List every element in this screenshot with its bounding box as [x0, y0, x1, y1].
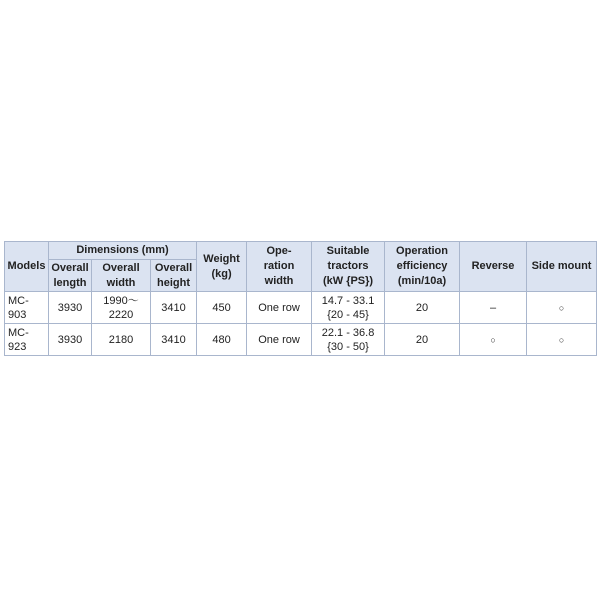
header-overall-length: Overall length	[49, 260, 92, 292]
header-overall-width: Overall width	[92, 260, 151, 292]
cell-suitable-tractors: 22.1 - 36.8 {30 - 50}	[312, 324, 385, 356]
header-weight: Weight (kg)	[197, 242, 247, 292]
table-row	[5, 292, 597, 324]
cell-height: 3410	[151, 324, 197, 356]
header-dimensions: Dimensions (mm)	[49, 242, 197, 260]
header-side-mount: Side mount	[527, 242, 597, 292]
cell-model: MC-923	[5, 324, 49, 356]
cell-side-mount: ○	[527, 292, 597, 324]
header-operation-efficiency: Operation efficiency (min/10a)	[385, 242, 460, 292]
spec-table	[4, 241, 597, 356]
header-models: Models	[5, 242, 49, 292]
cell-width: 1990～2220	[92, 292, 151, 324]
cell-operation-efficiency: 20	[385, 324, 460, 356]
cell-length: 3930	[49, 324, 92, 356]
header-row	[5, 242, 597, 260]
cell-length: 3930	[49, 292, 92, 324]
table-body	[5, 292, 597, 356]
cell-reverse: –	[460, 292, 527, 324]
cell-height: 3410	[151, 292, 197, 324]
cell-suitable-tractors: 14.7 - 33.1 {20 - 45}	[312, 292, 385, 324]
cell-model: MC-903	[5, 292, 49, 324]
cell-weight: 480	[197, 324, 247, 356]
header-reverse: Reverse	[460, 242, 527, 292]
cell-weight: 450	[197, 292, 247, 324]
table-row	[5, 324, 597, 356]
cell-reverse: ○	[460, 324, 527, 356]
header-operation-width: Ope- ration width	[247, 242, 312, 292]
cell-operation-efficiency: 20	[385, 292, 460, 324]
cell-side-mount: ○	[527, 324, 597, 356]
header-overall-height: Overall height	[151, 260, 197, 292]
cell-operation-width: One row	[247, 292, 312, 324]
cell-width: 2180	[92, 324, 151, 356]
header-suitable-tractors: Suitable tractors (kW {PS})	[312, 242, 385, 292]
table-header	[5, 242, 597, 292]
cell-operation-width: One row	[247, 324, 312, 356]
